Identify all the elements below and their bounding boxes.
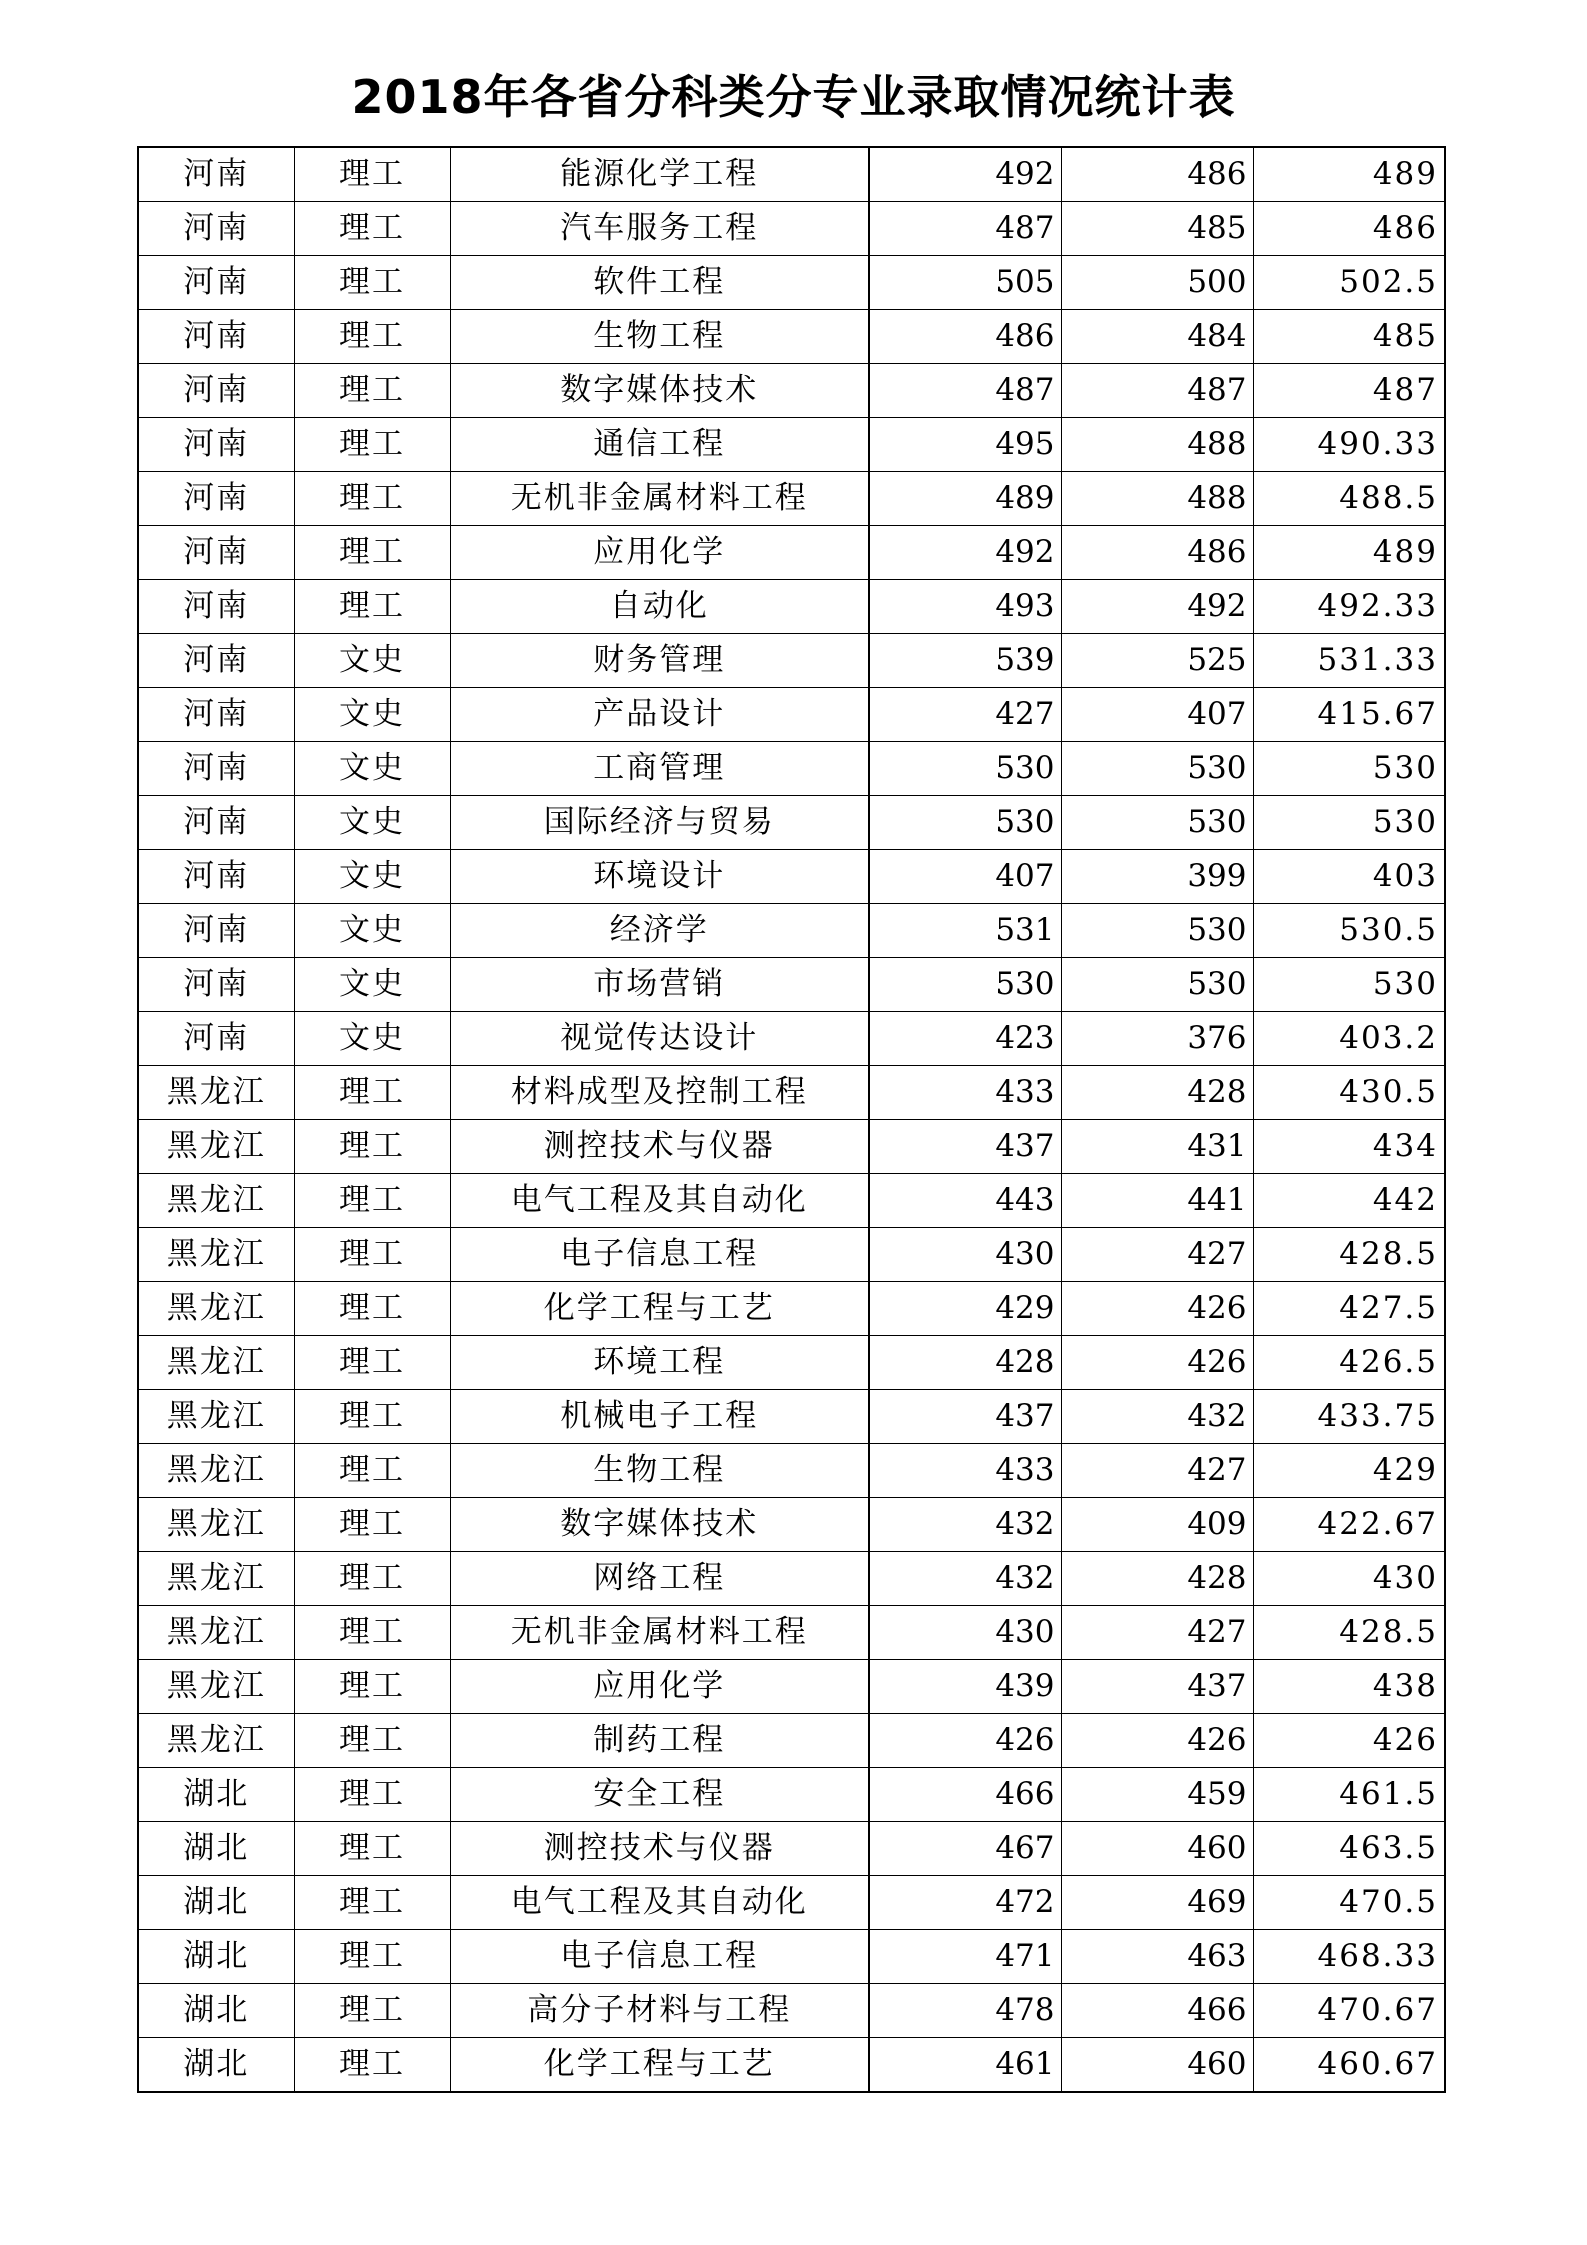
table-row — [138, 1822, 1445, 1876]
table-row — [138, 1120, 1445, 1174]
avg-score-cell: 530.5 — [1253, 904, 1445, 958]
avg-score-cell: 461.5 — [1253, 1768, 1445, 1822]
province-cell: 河南 — [138, 904, 294, 958]
category-cell: 理工 — [294, 1822, 450, 1876]
min-score-cell: 530 — [1061, 796, 1253, 850]
avg-score-cell: 490.33 — [1253, 418, 1445, 472]
min-score-cell: 426 — [1061, 1282, 1253, 1336]
max-score-cell: 495 — [869, 418, 1061, 472]
table-row — [138, 1768, 1445, 1822]
category-cell: 文史 — [294, 1012, 450, 1066]
min-score-cell: 459 — [1061, 1768, 1253, 1822]
major-cell: 生物工程 — [450, 1444, 869, 1498]
province-cell: 黑龙江 — [138, 1714, 294, 1768]
avg-score-cell: 489 — [1253, 526, 1445, 580]
min-score-cell: 486 — [1061, 526, 1253, 580]
major-cell: 生物工程 — [450, 310, 869, 364]
category-cell: 理工 — [294, 1606, 450, 1660]
avg-score-cell: 489 — [1253, 147, 1445, 202]
major-cell: 能源化学工程 — [450, 147, 869, 202]
min-score-cell: 500 — [1061, 256, 1253, 310]
avg-score-cell: 428.5 — [1253, 1228, 1445, 1282]
category-cell: 理工 — [294, 2038, 450, 2093]
province-cell: 黑龙江 — [138, 1066, 294, 1120]
province-cell: 河南 — [138, 634, 294, 688]
max-score-cell: 492 — [869, 526, 1061, 580]
major-cell: 软件工程 — [450, 256, 869, 310]
table-row — [138, 418, 1445, 472]
major-cell: 网络工程 — [450, 1552, 869, 1606]
province-cell: 黑龙江 — [138, 1336, 294, 1390]
category-cell: 理工 — [294, 1930, 450, 1984]
category-cell: 文史 — [294, 796, 450, 850]
category-cell: 文史 — [294, 904, 450, 958]
province-cell: 河南 — [138, 310, 294, 364]
avg-score-cell: 502.5 — [1253, 256, 1445, 310]
max-score-cell: 466 — [869, 1768, 1061, 1822]
min-score-cell: 463 — [1061, 1930, 1253, 1984]
max-score-cell: 478 — [869, 1984, 1061, 2038]
major-cell: 应用化学 — [450, 526, 869, 580]
table-row — [138, 742, 1445, 796]
avg-score-cell: 415.67 — [1253, 688, 1445, 742]
avg-score-cell: 530 — [1253, 958, 1445, 1012]
category-cell: 理工 — [294, 580, 450, 634]
avg-score-cell: 438 — [1253, 1660, 1445, 1714]
max-score-cell: 437 — [869, 1120, 1061, 1174]
table-row — [138, 1390, 1445, 1444]
province-cell: 湖北 — [138, 1768, 294, 1822]
major-cell: 材料成型及控制工程 — [450, 1066, 869, 1120]
max-score-cell: 427 — [869, 688, 1061, 742]
max-score-cell: 505 — [869, 256, 1061, 310]
table-row — [138, 1012, 1445, 1066]
avg-score-cell: 531.33 — [1253, 634, 1445, 688]
major-cell: 产品设计 — [450, 688, 869, 742]
category-cell: 理工 — [294, 1282, 450, 1336]
category-cell: 理工 — [294, 1552, 450, 1606]
table-row — [138, 364, 1445, 418]
table-row — [138, 1498, 1445, 1552]
major-cell: 测控技术与仪器 — [450, 1822, 869, 1876]
avg-score-cell: 434 — [1253, 1120, 1445, 1174]
province-cell: 湖北 — [138, 2038, 294, 2093]
major-cell: 测控技术与仪器 — [450, 1120, 869, 1174]
major-cell: 电子信息工程 — [450, 1228, 869, 1282]
avg-score-cell: 530 — [1253, 742, 1445, 796]
max-score-cell: 461 — [869, 2038, 1061, 2093]
min-score-cell: 399 — [1061, 850, 1253, 904]
max-score-cell: 439 — [869, 1660, 1061, 1714]
table-row — [138, 796, 1445, 850]
avg-score-cell: 460.67 — [1253, 2038, 1445, 2093]
province-cell: 黑龙江 — [138, 1552, 294, 1606]
min-score-cell: 409 — [1061, 1498, 1253, 1552]
category-cell: 理工 — [294, 1390, 450, 1444]
table-row — [138, 1606, 1445, 1660]
major-cell: 经济学 — [450, 904, 869, 958]
category-cell: 文史 — [294, 958, 450, 1012]
avg-score-cell: 485 — [1253, 310, 1445, 364]
category-cell: 文史 — [294, 850, 450, 904]
province-cell: 河南 — [138, 202, 294, 256]
min-score-cell: 441 — [1061, 1174, 1253, 1228]
major-cell: 安全工程 — [450, 1768, 869, 1822]
province-cell: 黑龙江 — [138, 1228, 294, 1282]
min-score-cell: 487 — [1061, 364, 1253, 418]
category-cell: 理工 — [294, 526, 450, 580]
table-row — [138, 634, 1445, 688]
min-score-cell: 426 — [1061, 1336, 1253, 1390]
table-row — [138, 2038, 1445, 2093]
max-score-cell: 433 — [869, 1066, 1061, 1120]
min-score-cell: 469 — [1061, 1876, 1253, 1930]
table-row — [138, 1228, 1445, 1282]
major-cell: 无机非金属材料工程 — [450, 1606, 869, 1660]
major-cell: 高分子材料与工程 — [450, 1984, 869, 2038]
min-score-cell: 428 — [1061, 1552, 1253, 1606]
major-cell: 化学工程与工艺 — [450, 1282, 869, 1336]
table-row — [138, 904, 1445, 958]
avg-score-cell: 426 — [1253, 1714, 1445, 1768]
table-row — [138, 1984, 1445, 2038]
max-score-cell: 492 — [869, 147, 1061, 202]
min-score-cell: 426 — [1061, 1714, 1253, 1768]
max-score-cell: 426 — [869, 1714, 1061, 1768]
province-cell: 河南 — [138, 472, 294, 526]
max-score-cell: 428 — [869, 1336, 1061, 1390]
min-score-cell: 427 — [1061, 1228, 1253, 1282]
min-score-cell: 530 — [1061, 958, 1253, 1012]
category-cell: 理工 — [294, 1066, 450, 1120]
max-score-cell: 493 — [869, 580, 1061, 634]
province-cell: 湖北 — [138, 1876, 294, 1930]
max-score-cell: 407 — [869, 850, 1061, 904]
min-score-cell: 437 — [1061, 1660, 1253, 1714]
major-cell: 机械电子工程 — [450, 1390, 869, 1444]
category-cell: 文史 — [294, 688, 450, 742]
category-cell: 文史 — [294, 634, 450, 688]
min-score-cell: 428 — [1061, 1066, 1253, 1120]
admission-table — [137, 146, 1446, 2093]
avg-score-cell: 430.5 — [1253, 1066, 1445, 1120]
major-cell: 电气工程及其自动化 — [450, 1876, 869, 1930]
province-cell: 河南 — [138, 364, 294, 418]
province-cell: 黑龙江 — [138, 1282, 294, 1336]
major-cell: 化学工程与工艺 — [450, 2038, 869, 2093]
category-cell: 理工 — [294, 1444, 450, 1498]
table-body — [138, 147, 1445, 2092]
min-score-cell: 376 — [1061, 1012, 1253, 1066]
max-score-cell: 539 — [869, 634, 1061, 688]
category-cell: 理工 — [294, 256, 450, 310]
max-score-cell: 443 — [869, 1174, 1061, 1228]
province-cell: 河南 — [138, 418, 294, 472]
table-row — [138, 1714, 1445, 1768]
max-score-cell: 530 — [869, 742, 1061, 796]
min-score-cell: 460 — [1061, 1822, 1253, 1876]
major-cell: 汽车服务工程 — [450, 202, 869, 256]
category-cell: 文史 — [294, 742, 450, 796]
major-cell: 数字媒体技术 — [450, 1498, 869, 1552]
avg-score-cell: 468.33 — [1253, 1930, 1445, 1984]
max-score-cell: 489 — [869, 472, 1061, 526]
avg-score-cell: 463.5 — [1253, 1822, 1445, 1876]
avg-score-cell: 422.67 — [1253, 1498, 1445, 1552]
category-cell: 理工 — [294, 1336, 450, 1390]
avg-score-cell: 492.33 — [1253, 580, 1445, 634]
category-cell: 理工 — [294, 147, 450, 202]
category-cell: 理工 — [294, 364, 450, 418]
avg-score-cell: 430 — [1253, 1552, 1445, 1606]
min-score-cell: 530 — [1061, 904, 1253, 958]
max-score-cell: 433 — [869, 1444, 1061, 1498]
table-row — [138, 1660, 1445, 1714]
max-score-cell: 437 — [869, 1390, 1061, 1444]
category-cell: 理工 — [294, 1174, 450, 1228]
avg-score-cell: 433.75 — [1253, 1390, 1445, 1444]
major-cell: 市场营销 — [450, 958, 869, 1012]
province-cell: 黑龙江 — [138, 1390, 294, 1444]
min-score-cell: 492 — [1061, 580, 1253, 634]
province-cell: 河南 — [138, 958, 294, 1012]
avg-score-cell: 486 — [1253, 202, 1445, 256]
province-cell: 河南 — [138, 526, 294, 580]
major-cell: 国际经济与贸易 — [450, 796, 869, 850]
province-cell: 河南 — [138, 147, 294, 202]
max-score-cell: 531 — [869, 904, 1061, 958]
major-cell: 环境设计 — [450, 850, 869, 904]
table-row — [138, 1876, 1445, 1930]
table-row — [138, 1066, 1445, 1120]
min-score-cell: 427 — [1061, 1444, 1253, 1498]
category-cell: 理工 — [294, 472, 450, 526]
major-cell: 应用化学 — [450, 1660, 869, 1714]
table-row — [138, 147, 1445, 202]
max-score-cell: 487 — [869, 202, 1061, 256]
min-score-cell: 431 — [1061, 1120, 1253, 1174]
table-row — [138, 310, 1445, 364]
avg-score-cell: 403 — [1253, 850, 1445, 904]
table-row — [138, 526, 1445, 580]
province-cell: 河南 — [138, 688, 294, 742]
table-row — [138, 256, 1445, 310]
category-cell: 理工 — [294, 1768, 450, 1822]
category-cell: 理工 — [294, 1120, 450, 1174]
avg-score-cell: 470.67 — [1253, 1984, 1445, 2038]
min-score-cell: 427 — [1061, 1606, 1253, 1660]
avg-score-cell: 427.5 — [1253, 1282, 1445, 1336]
min-score-cell: 432 — [1061, 1390, 1253, 1444]
max-score-cell: 487 — [869, 364, 1061, 418]
province-cell: 黑龙江 — [138, 1174, 294, 1228]
major-cell: 制药工程 — [450, 1714, 869, 1768]
max-score-cell: 486 — [869, 310, 1061, 364]
page-title: 2018年各省分科类分专业录取情况统计表 — [351, 70, 1236, 124]
category-cell: 理工 — [294, 1984, 450, 2038]
province-cell: 黑龙江 — [138, 1120, 294, 1174]
min-score-cell: 485 — [1061, 202, 1253, 256]
min-score-cell: 466 — [1061, 1984, 1253, 2038]
major-cell: 工商管理 — [450, 742, 869, 796]
major-cell: 通信工程 — [450, 418, 869, 472]
category-cell: 理工 — [294, 1660, 450, 1714]
province-cell: 湖北 — [138, 1822, 294, 1876]
max-score-cell: 530 — [869, 796, 1061, 850]
category-cell: 理工 — [294, 310, 450, 364]
avg-score-cell: 470.5 — [1253, 1876, 1445, 1930]
min-score-cell: 484 — [1061, 310, 1253, 364]
table-row — [138, 1282, 1445, 1336]
table-row — [138, 688, 1445, 742]
province-cell: 湖北 — [138, 1984, 294, 2038]
province-cell: 河南 — [138, 256, 294, 310]
avg-score-cell: 487 — [1253, 364, 1445, 418]
province-cell: 河南 — [138, 1012, 294, 1066]
major-cell: 财务管理 — [450, 634, 869, 688]
province-cell: 黑龙江 — [138, 1498, 294, 1552]
avg-score-cell: 442 — [1253, 1174, 1445, 1228]
major-cell: 电气工程及其自动化 — [450, 1174, 869, 1228]
major-cell: 无机非金属材料工程 — [450, 472, 869, 526]
max-score-cell: 530 — [869, 958, 1061, 1012]
table-row — [138, 1930, 1445, 1984]
major-cell: 视觉传达设计 — [450, 1012, 869, 1066]
category-cell: 理工 — [294, 202, 450, 256]
table-row — [138, 850, 1445, 904]
max-score-cell: 423 — [869, 1012, 1061, 1066]
avg-score-cell: 403.2 — [1253, 1012, 1445, 1066]
min-score-cell: 530 — [1061, 742, 1253, 796]
table-row — [138, 1552, 1445, 1606]
max-score-cell: 432 — [869, 1552, 1061, 1606]
table-row — [138, 202, 1445, 256]
max-score-cell: 472 — [869, 1876, 1061, 1930]
province-cell: 河南 — [138, 742, 294, 796]
province-cell: 湖北 — [138, 1930, 294, 1984]
table-row — [138, 472, 1445, 526]
category-cell: 理工 — [294, 418, 450, 472]
category-cell: 理工 — [294, 1876, 450, 1930]
avg-score-cell: 426.5 — [1253, 1336, 1445, 1390]
table-row — [138, 1444, 1445, 1498]
category-cell: 理工 — [294, 1228, 450, 1282]
max-score-cell: 467 — [869, 1822, 1061, 1876]
min-score-cell: 486 — [1061, 147, 1253, 202]
province-cell: 河南 — [138, 796, 294, 850]
min-score-cell: 525 — [1061, 634, 1253, 688]
major-cell: 自动化 — [450, 580, 869, 634]
min-score-cell: 407 — [1061, 688, 1253, 742]
category-cell: 理工 — [294, 1498, 450, 1552]
province-cell: 黑龙江 — [138, 1444, 294, 1498]
province-cell: 黑龙江 — [138, 1660, 294, 1714]
major-cell: 数字媒体技术 — [450, 364, 869, 418]
avg-score-cell: 428.5 — [1253, 1606, 1445, 1660]
max-score-cell: 430 — [869, 1228, 1061, 1282]
max-score-cell: 432 — [869, 1498, 1061, 1552]
min-score-cell: 488 — [1061, 418, 1253, 472]
max-score-cell: 429 — [869, 1282, 1061, 1336]
min-score-cell: 488 — [1061, 472, 1253, 526]
table-row — [138, 1336, 1445, 1390]
avg-score-cell: 488.5 — [1253, 472, 1445, 526]
min-score-cell: 460 — [1061, 2038, 1253, 2093]
major-cell: 电子信息工程 — [450, 1930, 869, 1984]
table-row — [138, 580, 1445, 634]
province-cell: 黑龙江 — [138, 1606, 294, 1660]
avg-score-cell: 530 — [1253, 796, 1445, 850]
avg-score-cell: 429 — [1253, 1444, 1445, 1498]
province-cell: 河南 — [138, 580, 294, 634]
max-score-cell: 471 — [869, 1930, 1061, 1984]
table-row — [138, 1174, 1445, 1228]
max-score-cell: 430 — [869, 1606, 1061, 1660]
category-cell: 理工 — [294, 1714, 450, 1768]
table-row — [138, 958, 1445, 1012]
province-cell: 河南 — [138, 850, 294, 904]
major-cell: 环境工程 — [450, 1336, 869, 1390]
